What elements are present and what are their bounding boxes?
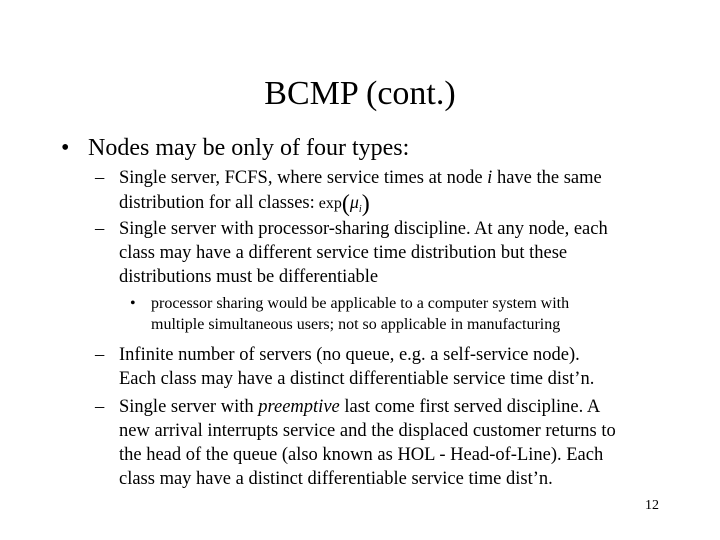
item-4-line-4: class may have a distinct differentiable service time dist’n. bbox=[119, 469, 553, 489]
item-1-line-2-text: distribution for all classes: bbox=[119, 193, 315, 213]
dash-3: – bbox=[95, 345, 105, 365]
page-number: 12 bbox=[645, 498, 659, 513]
formula-rparen: ) bbox=[361, 191, 370, 217]
item-4-text-b: last come first served discipline. A bbox=[339, 397, 601, 417]
item-3-line-1: Infinite number of servers (no queue, e.g. a self-service node). bbox=[119, 345, 580, 365]
item-4-line-3: the head of the queue (also known as HOL - Head-of-Line). Each bbox=[119, 445, 604, 465]
item-2-line-2: class may have a different service time distribution but these bbox=[119, 243, 568, 263]
sub-bullet-symbol: • bbox=[130, 295, 136, 312]
item-4-text-a: Single server with bbox=[119, 397, 259, 417]
slide-title: BCMP (cont.) bbox=[264, 75, 456, 112]
main-bullet-text: Nodes may be only of four types: bbox=[88, 135, 410, 161]
item-2-line-3: distributions must be differentiable bbox=[119, 267, 379, 287]
formula-exp: exp bbox=[318, 195, 342, 212]
item-1-line-1 bbox=[119, 166, 602, 190]
dash-1: – bbox=[95, 168, 105, 188]
formula-lparen: ( bbox=[341, 191, 350, 217]
item-1-text-b: have the same bbox=[492, 168, 602, 188]
item-1-text-a: Single server, FCFS, where service times at node bbox=[119, 168, 488, 188]
formula-mu: μ bbox=[349, 192, 359, 212]
main-bullet-symbol: • bbox=[61, 135, 70, 161]
dash-4: – bbox=[95, 397, 105, 417]
sub-bullet-line-1: processor sharing would be applicable to a computer system with bbox=[151, 295, 570, 312]
item-4-line-1 bbox=[119, 395, 600, 419]
item-1-italic-i: i bbox=[487, 168, 493, 188]
dash-2: – bbox=[95, 219, 105, 239]
item-2-line-1: Single server with processor-sharing discipline. At any node, each bbox=[119, 219, 608, 239]
sub-bullet-line-2: multiple simultaneous users; not so applicable in manufacturing bbox=[151, 316, 561, 333]
item-4-line-2: new arrival interrupts service and the displaced customer returns to bbox=[119, 421, 616, 441]
formula-sub-i: i bbox=[358, 204, 362, 216]
item-4-emphasis: preemptive bbox=[258, 397, 340, 417]
item-3-line-2: Each class may have a distinct differentiable service time dist’n. bbox=[119, 369, 595, 389]
